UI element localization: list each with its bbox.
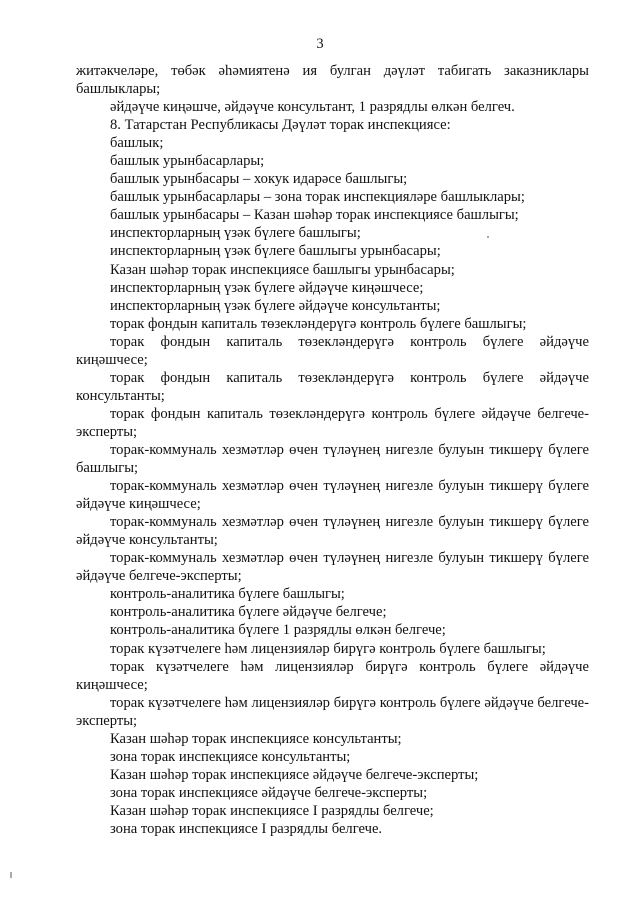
- list-item: торак-коммуналь хезмәтләр өчен түләүнең нигезле булуын тикшерү бүлеге әйдәүче белгече-эксперты;: [76, 550, 589, 585]
- list-item: контроль-аналитика бүлеге 1 разрядлы өлкән белгече;: [110, 622, 446, 639]
- list-item: торак-коммуналь хезмәтләр өчен түләүнең нигезле булуын тикшерү бүлеге әйдәүче консультанты;: [76, 514, 589, 549]
- paragraph: житәкчеләре, төбәк әһәмиятенә ия булган дәүләт табигать заказниклары башлыклары;: [76, 63, 589, 98]
- document-body: [76, 62, 589, 838]
- list-item: башлык урынбасары – хокук идарәсе башлыгы;: [110, 171, 408, 188]
- list-item: инспекторларның үзәк бүлеге әйдәүче консультанты;: [110, 297, 441, 314]
- list-item: башлык;: [110, 135, 164, 152]
- list-item: инспекторларның үзәк бүлеге башлыгы урынбасары;: [110, 243, 441, 260]
- list-item: контроль-аналитика бүлеге башлыгы;: [110, 586, 345, 603]
- list-item: зона торак инспекциясе I разрядлы белгече.: [110, 820, 383, 837]
- list-item: торак-коммуналь хезмәтләр өчен түләүнең нигезле булуын тикшерү бүлеге башлыгы;: [76, 441, 589, 477]
- list-item: инспекторларның үзәк бүлеге әйдәүче киңәшчесе;: [110, 279, 424, 296]
- page-number: 3: [316, 36, 324, 52]
- scan-edge-mark: [10, 872, 12, 878]
- list-item: торак күзәтчелеге һәм лицензияләр бирүгә контроль бүлеге әйдәүче белгече-эксперты;: [76, 694, 589, 729]
- list-item: Казан шәһәр торак инспекциясе I разрядлы белгече;: [110, 802, 434, 819]
- list-item: торак күзәтчелеге һәм лицензияләр бирүгә контроль бүлеге әйдәүче киңәшчесе;: [76, 658, 589, 693]
- list-item: торак фондын капиталь төзекләндерүгә контроль бүлеге әйдәүче киңәшчесе;: [76, 333, 589, 368]
- scan-speck: [487, 236, 489, 238]
- list-item: Казан шәһәр торак инспекциясе консультанты;: [110, 730, 402, 747]
- list-item: торак фондын капиталь төзекләндерүгә контроль бүлеге әйдәүче консультанты;: [76, 369, 589, 404]
- paragraph: әйдәүче киңәшче, әйдәүче консультант, 1 разрядлы өлкән белгеч.: [110, 99, 515, 116]
- list-item: башлык урынбасарлары – зона торак инспекцияләре башлыклары;: [110, 189, 525, 206]
- list-item: башлык урынбасары – Казан шәһәр торак инспекциясе башлыгы;: [110, 207, 519, 224]
- list-item: контроль-аналитика бүлеге әйдәүче белгече;: [110, 604, 387, 621]
- list-item: зона торак инспекциясе әйдәүче белгече-эксперты;: [110, 784, 428, 801]
- list-item: торак-коммуналь хезмәтләр өчен түләүнең нигезле булуын тикшерү бүлеге әйдәүче киңәшчесе;: [76, 478, 589, 513]
- list-item: Казан шәһәр торак инспекциясе башлыгы урынбасары;: [110, 261, 455, 278]
- list-item: торак фондын капиталь төзекләндерүгә контроль бүлеге әйдәүче белгече-эксперты;: [76, 405, 589, 440]
- list-item: зона торак инспекциясе консультанты;: [110, 748, 351, 765]
- list-item: башлык урынбасарлары;: [110, 153, 265, 170]
- section-heading: 8. Татарстан Республикасы Дәүләт торак инспекциясе:: [110, 117, 451, 134]
- list-item: инспекторларның үзәк бүлеге башлыгы;: [110, 225, 361, 242]
- list-item: торак фондын капиталь төзекләндерүгә контроль бүлеге башлыгы;: [110, 315, 527, 332]
- list-item: Казан шәһәр торак инспекциясе әйдәүче белгече-эксперты;: [110, 766, 479, 783]
- list-item: торак күзәтчелеге һәм лицензияләр бирүгә контроль бүлеге башлыгы;: [110, 640, 546, 657]
